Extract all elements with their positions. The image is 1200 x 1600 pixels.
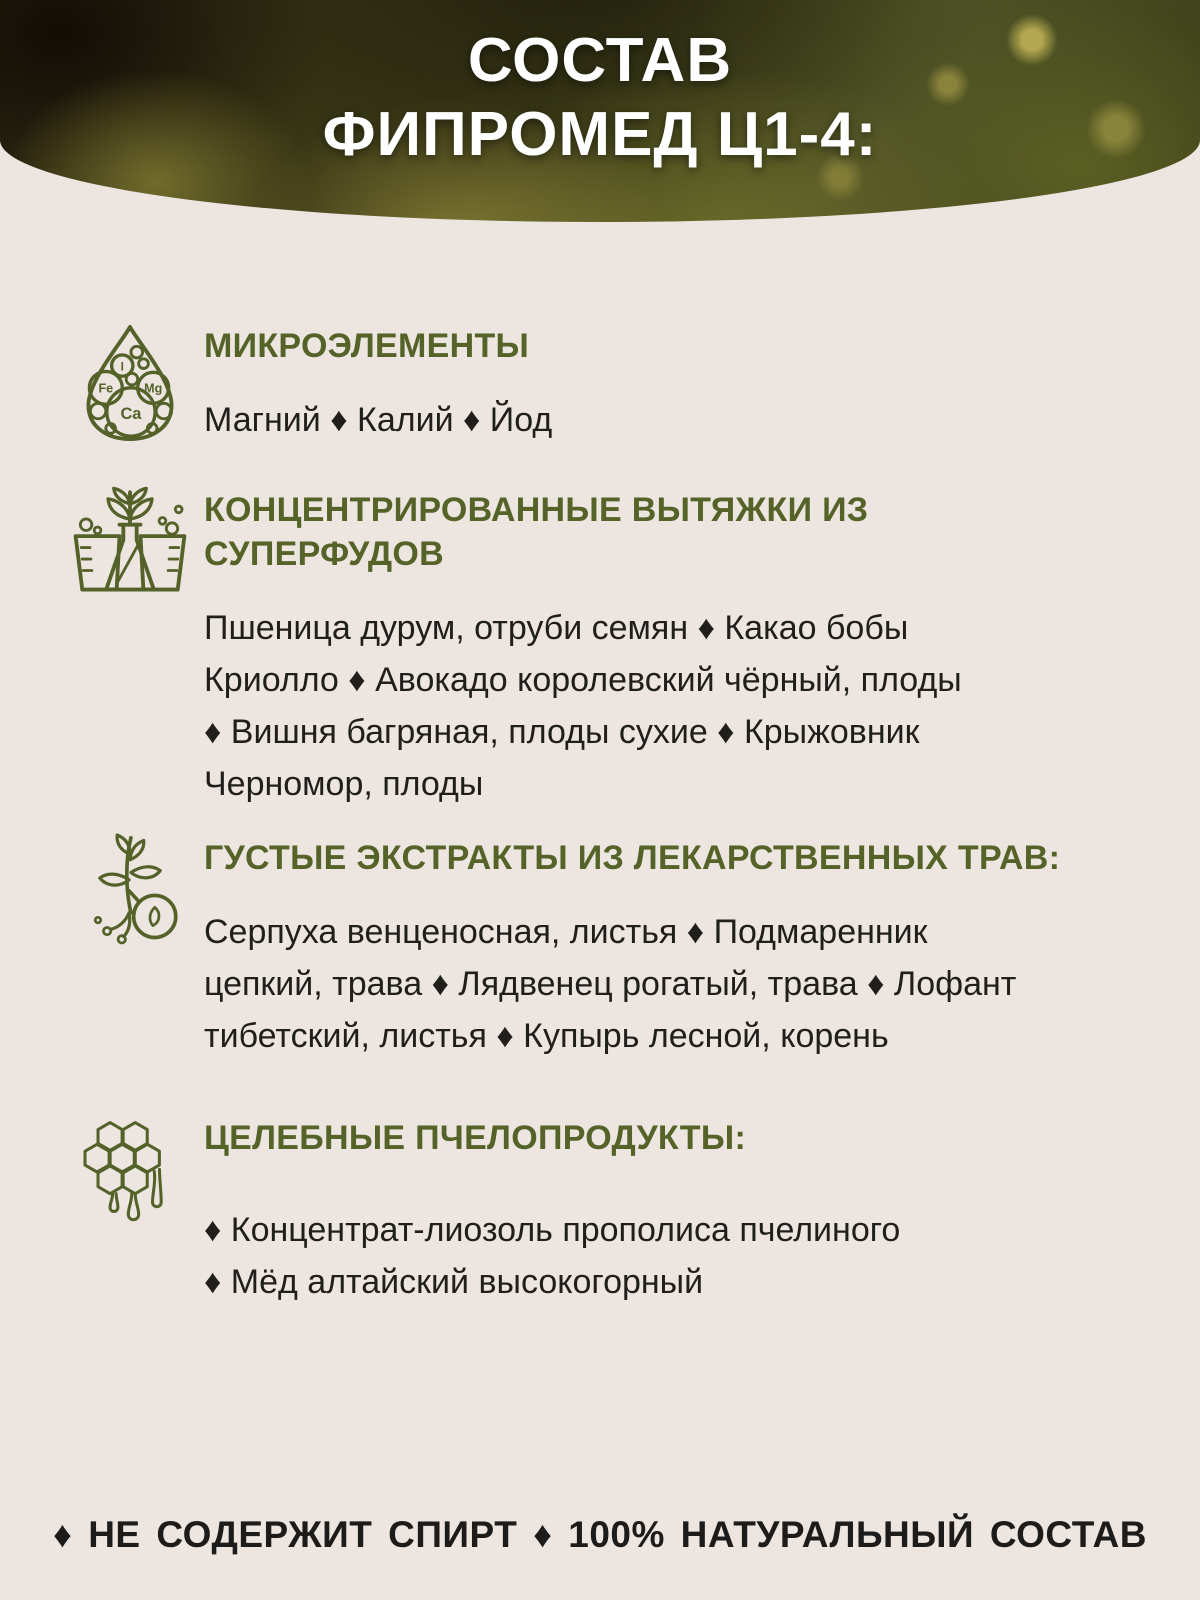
section-body — [204, 394, 552, 446]
droplet-label-iron: Fe — [98, 381, 114, 396]
droplet-label-magnesium: Mg — [144, 381, 163, 396]
section-herbal-extracts — [56, 830, 1145, 1062]
page-title-line1: СОСТАВ — [467, 26, 733, 95]
section-microelements — [56, 318, 1145, 448]
section-body-line: Черномор, плоды — [204, 765, 484, 803]
section-body — [204, 602, 962, 810]
section-superfoods-text — [204, 482, 962, 810]
sections-list — [0, 222, 1200, 1308]
section-heading — [204, 1116, 900, 1160]
section-heading-line: СУПЕРФУДОВ — [204, 535, 444, 573]
page-title-line2: ФИПРОМЕД Ц1-4: — [322, 100, 878, 169]
section-body-line: ♦ Мёд алтайский высокогорный — [204, 1263, 704, 1301]
section-body-line: Криолло ♦ Авокадо королевский чёрный, плоды — [204, 661, 962, 699]
section-bee-products-text — [204, 1110, 900, 1308]
hero-photo-banner — [0, 0, 1200, 222]
section-bee-products — [56, 1110, 1145, 1308]
plant-flask-icon-svg — [67, 482, 193, 596]
droplet-label-calcium: Ca — [120, 404, 142, 423]
section-microelements-text — [204, 318, 552, 446]
section-heading — [204, 488, 962, 576]
footer-claims: ♦ НЕ СОДЕРЖИТ СПИРТ ♦ 100% НАТУРАЛЬНЫЙ СОСТАВ — [53, 1514, 1147, 1555]
section-heading-line: МИКРОЭЛЕМЕНТЫ — [204, 327, 530, 365]
section-body-line: ♦ Вишня багряная, плоды сухие ♦ Крыжовник — [204, 713, 920, 751]
plant-flask-icon — [56, 482, 204, 596]
section-heading — [204, 836, 1060, 880]
herb-magnifier-icon-svg — [76, 830, 184, 948]
minerals-droplet-icon — [56, 318, 204, 448]
minerals-droplet-icon-svg — [72, 318, 188, 448]
section-herbal-extracts-text — [204, 830, 1060, 1062]
section-body-line: ♦ Концентрат-лиозоль прополиса пчелиного — [204, 1211, 901, 1249]
section-body-line: Серпуха венценосная, листья ♦ Подмаренник — [204, 913, 928, 951]
herb-magnifier-icon — [56, 830, 204, 948]
section-heading — [204, 324, 552, 368]
section-superfoods — [56, 482, 1145, 810]
section-body — [204, 906, 1060, 1062]
section-body-line: тибетский, листья ♦ Купырь лесной, корень — [204, 1017, 889, 1055]
honeycomb-icon — [56, 1110, 204, 1234]
section-heading-line: ЦЕЛЕБНЫЕ ПЧЕЛОПРОДУКТЫ: — [204, 1119, 747, 1157]
section-body-line: цепкий, трава ♦ Лядвенец рогатый, трава ♦ Лофант — [204, 965, 1017, 1003]
section-body — [204, 1204, 900, 1308]
page-title — [0, 24, 1200, 172]
honeycomb-icon-svg — [78, 1110, 182, 1234]
droplet-label-iodine: I — [120, 360, 124, 374]
section-heading-line: ГУСТЫЕ ЭКСТРАКТЫ ИЗ ЛЕКАРСТВЕННЫХ ТРАВ: — [204, 839, 1061, 877]
section-heading-line: КОНЦЕНТРИРОВАННЫЕ ВЫТЯЖКИ ИЗ — [204, 491, 869, 529]
section-body-line: Магний ♦ Калий ♦ Йод — [204, 401, 553, 439]
section-body-line: Пшеница дурум, отруби семян ♦ Какао бобы — [204, 609, 909, 647]
